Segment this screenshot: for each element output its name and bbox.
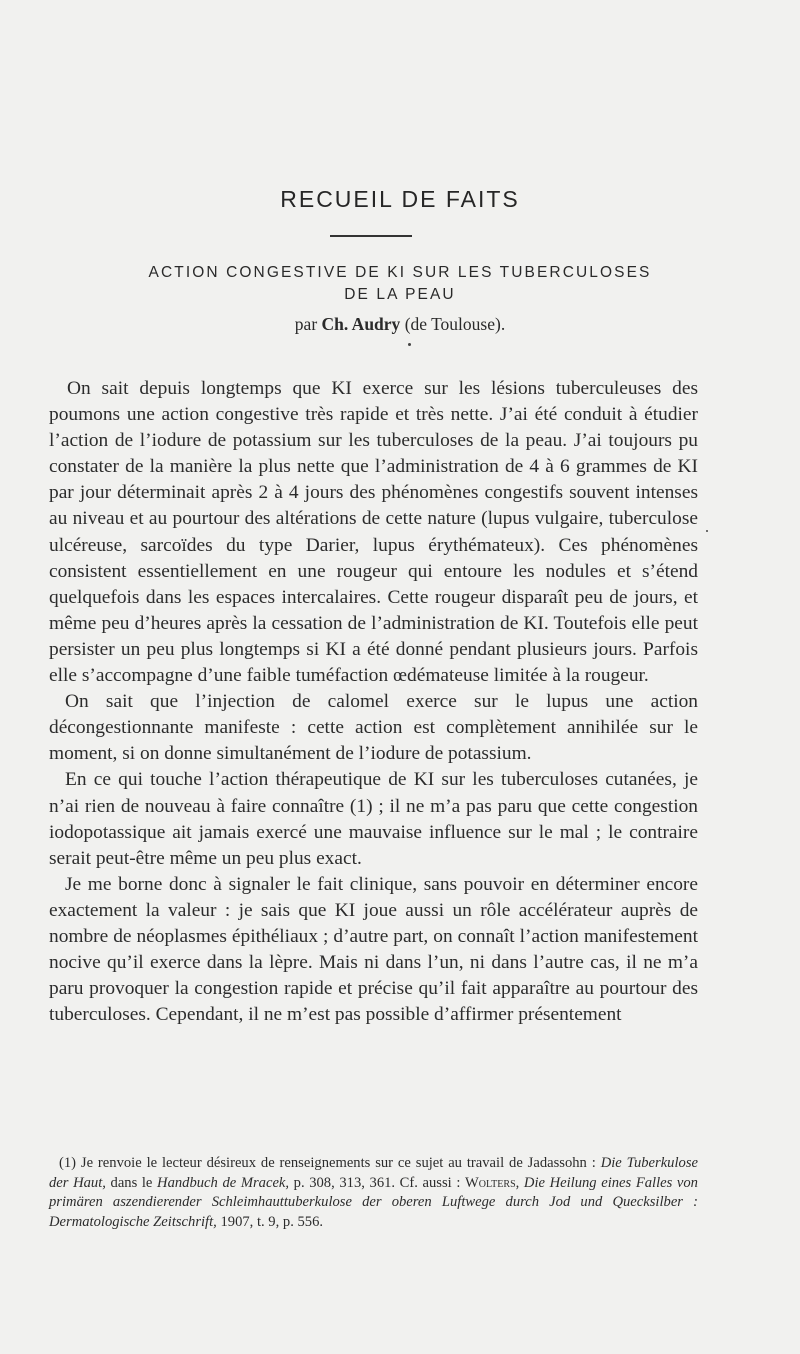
footnote-part-3: dans le (105, 1174, 158, 1191)
footnote-part-7: Die Heilung eines Falles von primären aszendierender Schleimhauttuberkulose der oberen Luftwege durch Jod und Quecksilber : Dermatologische Zeitschrift, (49, 1174, 698, 1230)
footnote-part-4: Handbuch de Mracek, (157, 1174, 290, 1191)
footnote-part-1: (1) Je renvoie le lecteur désireux de renseignements sur ce sujet au travail de Jadassohn : (59, 1155, 601, 1171)
print-speck (408, 343, 411, 346)
footnote-part-2: Die Tuberkulose der Haut, (49, 1155, 698, 1191)
print-speck (706, 530, 708, 532)
paragraph-4: Je me borne donc à signaler le fait clinique, sans pouvoir en déterminer encore exactement la valeur : je sais que KI joue aussi un rôle accélérateur auprès de nombre de néoplasmes épithéliaux ; d’autre part, on connaît l’action manifestement nocive qu’il exerce dans la lèpre. Mais ni dans l’un, ni dans l’autre cas, il ne m’a paru provoquer la congestion rapide et précise qu’il fait apparaître au pourtour des tuberculoses. Cependant, il ne m’est pas possible d’affirmer présentement (49, 873, 698, 1026)
byline (0, 314, 800, 335)
article-title-line-2: DE LA PEAU (344, 286, 456, 303)
footnote-text (49, 1154, 698, 1232)
paragraph-3: En ce qui touche l’action thérapeutique de KI sur les tuberculoses cutanées, je n’ai rien de nouveau à faire connaître (1) ; il ne m’a pas paru que cette congestion iodopotassique ait jamais exercé une mauvaise influence sur le mal ; le contraire serait peut-être même un peu plus exact. (49, 769, 698, 869)
byline-prefix: par (294, 314, 318, 334)
paragraph-1: On sait depuis longtemps que KI exerce sur les lésions tuberculeuses des poumons une action congestive très rapide et très nette. J’ai été conduit à étudier l’action de l’iodure de potassium sur les tuberculoses de la peau. J’ai toujours pu constater de la manière la plus nette que l’administration de 4 à 6 grammes de KI par jour déterminait après 2 à 4 jours des phénomènes congestifs souvent intenses au niveau et au pourtour des altérations de cette nature (lupus vulgaire, tuberculose ulcéreuse, sarcoïdes du type Darier, lupus érythémateux). Ces phénomènes consistent essentiellement en une rougeur qui entoure les nodules et s’étend quelquefois dans les espaces intercalaires. Cette rougeur disparaît peu de jours, et même peu d’heures après la cessation de l’administration de KI. Toutefois elle peut persister un peu plus longtemps si KI a été donné pendant plusieurs jours. Parfois elle s’accompagne d’une faible tuméfaction œdémateuse limitée à la rougeur. (49, 378, 698, 687)
article-title-line-1: ACTION CONGESTIVE DE KI SUR LES TUBERCULOSES (148, 264, 652, 281)
footnote-part-8: 1907, t. 9, p. 556. (216, 1213, 324, 1230)
footnote-part-5: p. 308, 313, 361. Cf. aussi : (289, 1174, 465, 1191)
paragraph-2: On sait que l’injection de calomel exerce sur le lupus une action décongestionnante manifeste : cette action est complètement annihilée sur le moment, si on donne simultanément de l’iodure de potassium. (49, 691, 698, 765)
footnote (49, 1154, 698, 1232)
author-name: Ch. Audry (321, 314, 401, 334)
title-divider (330, 235, 412, 237)
article-body (49, 376, 698, 1028)
author-affiliation: (de Toulouse). (404, 314, 506, 334)
footnote-part-6: Wolters, (465, 1174, 520, 1191)
section-title: RECUEIL DE FAITS (280, 186, 520, 212)
article-title (60, 262, 740, 306)
